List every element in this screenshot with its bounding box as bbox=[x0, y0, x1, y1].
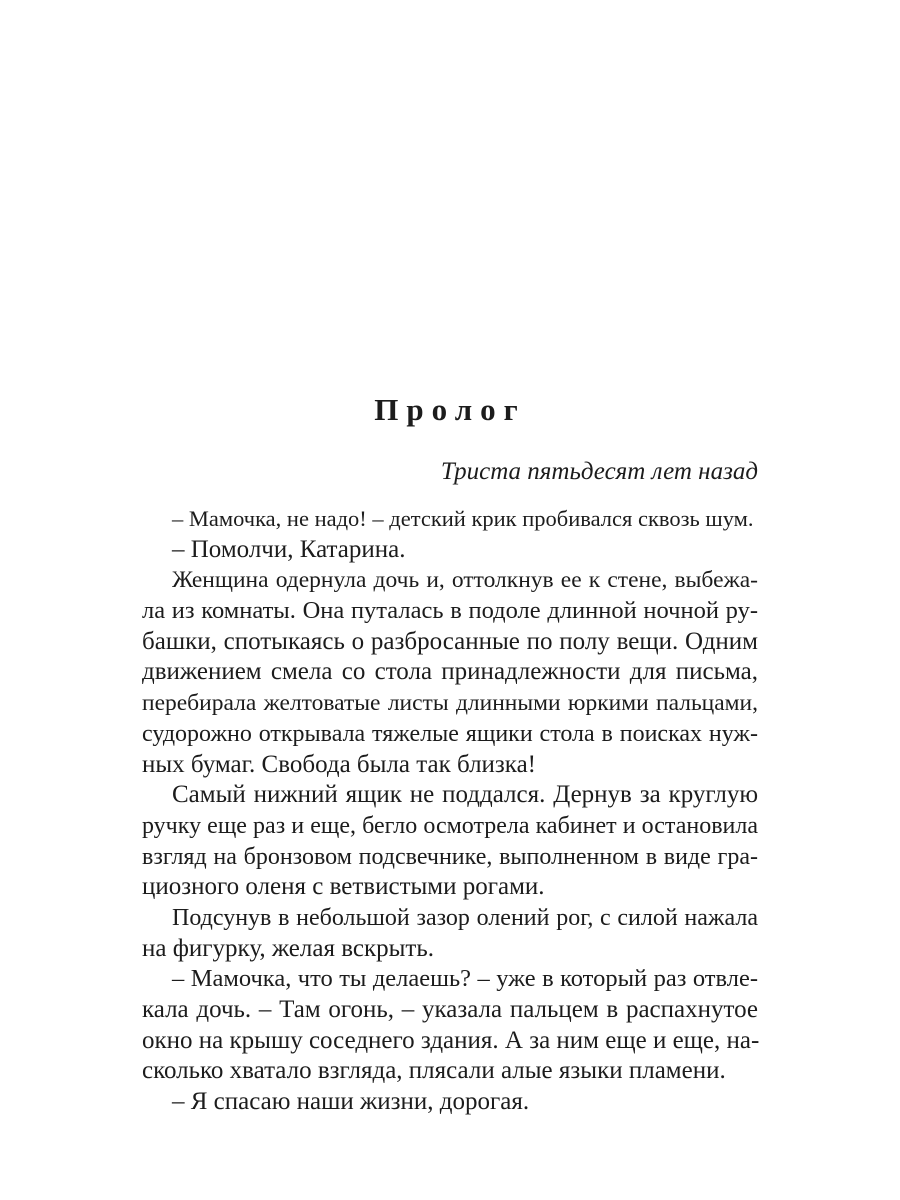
text-line: на фигурку, желая вскрыть. bbox=[142, 934, 434, 962]
text-line: сколько хватало взгляда, плясали алые языки пламени. bbox=[142, 1057, 726, 1085]
text-line: – Мамочка, что ты делаешь? – уже в который раз отвле- bbox=[172, 965, 758, 993]
text-line: Женщина одернула дочь и, оттолкнув ее к стене, выбежа- bbox=[172, 567, 758, 594]
text-line: окно на крышу соседнего здания. А за ним еще и еще, на- bbox=[142, 1026, 760, 1054]
text-line: башки, спотыкаясь о разбросанные по полу вещи. Одним bbox=[142, 627, 758, 655]
body-text bbox=[142, 504, 758, 1118]
text-line: Самый нижний ящик не поддался. Дернув за круглую bbox=[172, 781, 758, 809]
text-line: судорожно открывала тяжелые ящики стола в поисках нуж- bbox=[142, 720, 758, 747]
chapter-subtitle: Триста пятьдесят лет назад bbox=[440, 458, 758, 485]
text-line: перебирала желтоватые листы длинными юркими пальцами, bbox=[142, 690, 758, 717]
text-line: – Помолчи, Катарина. bbox=[172, 535, 406, 563]
text-line: ручку еще раз и еще, бегло осмотрела кабинет и остановила bbox=[142, 812, 758, 839]
chapter-title: Пролог bbox=[374, 392, 526, 427]
text-line: – Мамочка, не надо! – детский крик пробивался сквозь шум. bbox=[172, 506, 754, 531]
text-line: ла из комнаты. Она путалась в подоле длинной ночной ру- bbox=[142, 597, 758, 625]
text-line: циозного оленя с ветвистыми рогами. bbox=[142, 873, 545, 901]
text-line: – Я спасаю наши жизни, дорогая. bbox=[172, 1088, 530, 1116]
text-line: кала дочь. – Там огонь, – указала пальцем в распахнутое bbox=[142, 996, 758, 1023]
text-line: взгляд на бронзовом подсвечнике, выполненном в виде гра- bbox=[142, 843, 758, 870]
text-line: движением смела со стола принадлежности для письма, bbox=[142, 658, 758, 686]
text-line: Подсунув в небольшой зазор олений рог, с силой нажала bbox=[172, 904, 758, 931]
text-line: ных бумаг. Свобода была так близка! bbox=[142, 750, 536, 778]
